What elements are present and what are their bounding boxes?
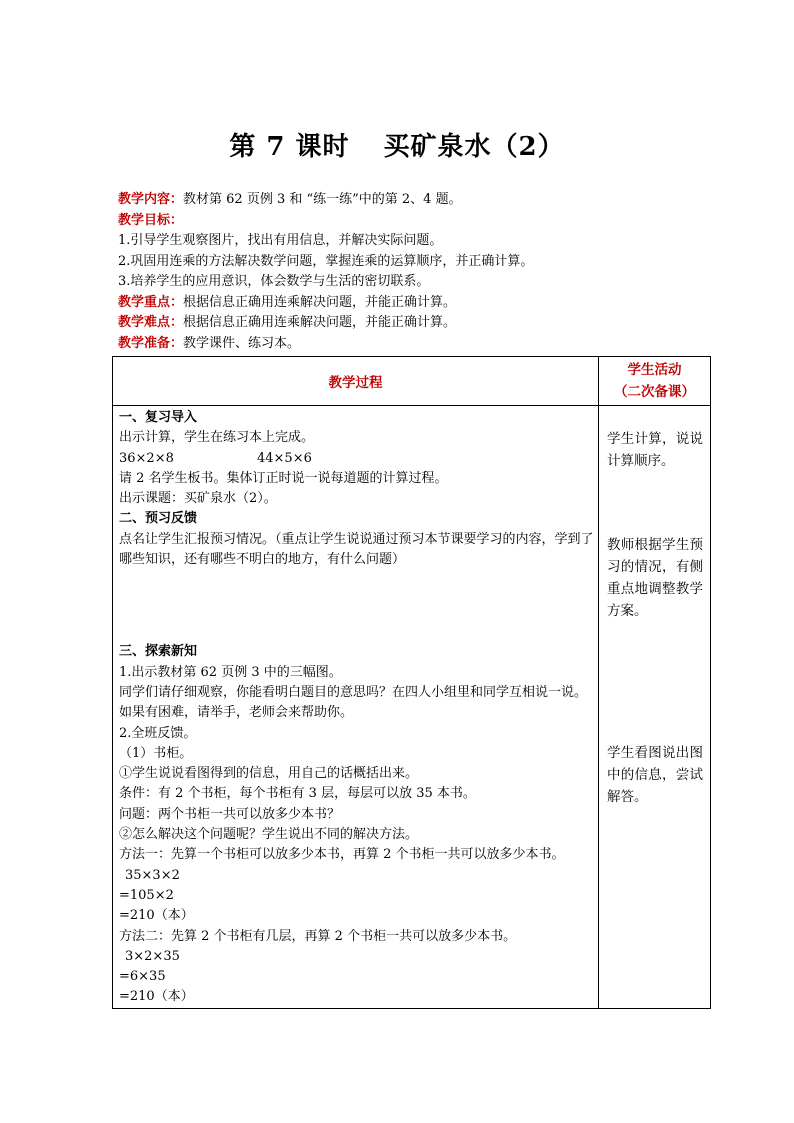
explore-line: 2.全班反馈。 (119, 725, 197, 741)
teaching-difficulty (118, 313, 718, 334)
explore-line: 35×3×2 (125, 867, 180, 883)
side-note: 学生计算，说说计算顺序。 (607, 431, 703, 469)
explore-line: ①学生说说看图得到的信息，用自己的话概括出来。 (119, 766, 419, 782)
student-activity-body (599, 406, 711, 1009)
explore-line: =6×35 (119, 969, 166, 985)
teaching-goals-heading (118, 211, 718, 232)
section-explore-heading: 三、探索新知 (119, 644, 198, 660)
student-activity-header-line1: 学生活动 (627, 362, 682, 378)
explore-line: 同学们请仔细观察，你能看明白题目的意思吗？在四人小组里和同学互相说一说。如果有困难，请举手，老师会来帮助你。 (119, 684, 588, 721)
page-title (0, 126, 794, 163)
teaching-key-point (118, 293, 718, 314)
section-preview-text: 点名让学生汇报预习情况。（重点让学生说说通过预习本节课要学习的内容，学到了哪些知识，还有哪些不明白的地方，有什么问题） (119, 531, 594, 568)
title-lesson-number: 第 7 课时 (229, 132, 350, 162)
teaching-content-text: 教材第 62 页例 3 和 “练一练”中的第 2、4 题。 (183, 192, 462, 207)
goal-item: 2.巩固用连乘的方法解决数学问题，掌握连乘的运算顺序，并正确计算。 (118, 253, 534, 269)
explore-line: 1.出示教材第 62 页例 3 中的三幅图。 (119, 664, 342, 680)
section-review-line: 出示课题：买矿泉水（2）。 (119, 491, 277, 507)
difficulty-text: 根据信息正确用连乘解决问题，并能正确计算。 (183, 315, 457, 330)
teaching-process-table (112, 356, 711, 1009)
teaching-content-label: 教学内容： (118, 192, 184, 207)
difficulty-label: 教学难点： (118, 315, 184, 330)
goal-item: 3.培养学生的应用意识，体会数学与生活的密切联系。 (118, 274, 430, 289)
section-review-line: 请 2 名学生板书。集体订正时说一说每道题的计算过程。 (119, 470, 448, 486)
preparation-label: 教学准备： (118, 335, 184, 351)
review-calculations (119, 449, 594, 469)
teaching-content (118, 190, 718, 211)
explore-line: 方法一：先算一个书柜可以放多少本书，再算 2 个书柜一共可以放多少本书。 (119, 847, 565, 863)
lesson-meta (118, 190, 718, 354)
explore-line: =210（本） (119, 989, 194, 1005)
section-preview-heading: 二、预习反馈 (119, 511, 198, 527)
explore-line: =105×2 (119, 887, 174, 903)
goal-item: 1.引导学生观察图片，找出有用信息，并解决实际问题。 (118, 233, 443, 248)
key-point-label: 教学重点： (118, 294, 184, 310)
explore-line: （1）书柜。 (119, 745, 193, 761)
preparation-text: 教学课件、练习本。 (183, 335, 301, 351)
explore-line: 条件：有 2 个书柜，每个书柜有 3 层，每层可以放 35 本书。 (119, 786, 476, 802)
calc-item: 44×5×6 (257, 450, 312, 466)
explore-line: ②怎么解决这个问题呢？学生说出不同的解决方法。 (119, 827, 419, 843)
calc-item: 36×2×8 (119, 450, 174, 466)
explore-line: 3×2×35 (125, 948, 180, 964)
teaching-goals-label: 教学目标： (118, 212, 184, 228)
key-point-text: 根据信息正确用连乘解决问题，并能正确计算。 (183, 294, 457, 310)
section-review-line: 出示计算，学生在练习本上完成。 (119, 430, 315, 446)
side-note: 学生看图说出图中的信息，尝试解答。 (607, 745, 703, 805)
process-body (113, 406, 599, 1009)
student-activity-header (599, 357, 711, 406)
explore-line: 方法二：先算 2 个书柜有几层，再算 2 个书柜一共可以放多少本书。 (119, 928, 517, 944)
title-lesson-name: 买矿泉水（2） (383, 132, 565, 162)
explore-line: 问题：两个书柜一共可以放多少本书？ (119, 806, 341, 822)
side-note: 教师根据学生预习的情况，有侧重点地调整教学方案。 (607, 537, 703, 619)
student-activity-header-line2: （二次备课） (614, 384, 695, 400)
teaching-preparation (118, 334, 718, 355)
section-review-heading: 一、复习导入 (119, 410, 198, 425)
explore-line: =210（本） (119, 908, 194, 924)
process-header: 教学过程 (113, 357, 599, 406)
